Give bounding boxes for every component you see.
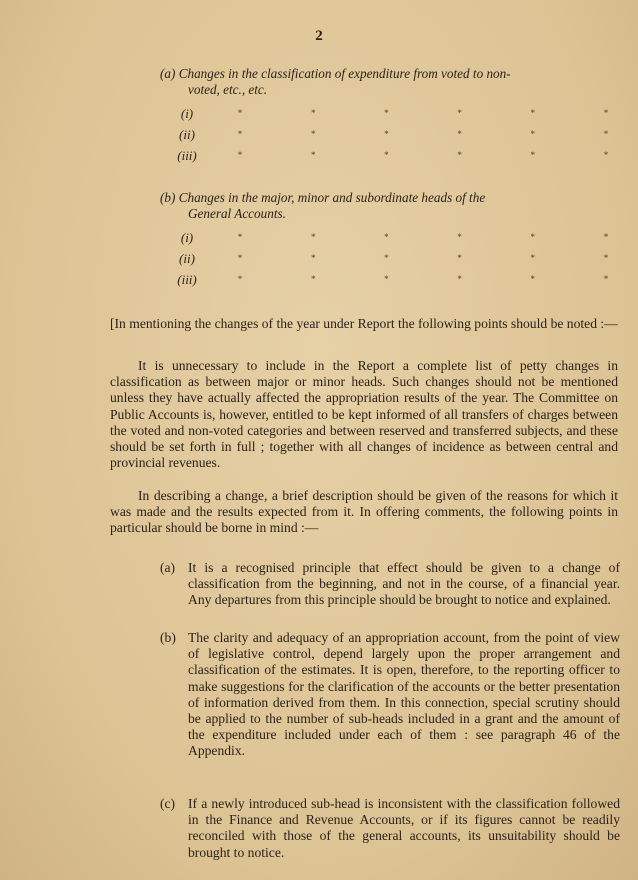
- point-b: [160, 630, 620, 760]
- row-label: (i): [180, 106, 194, 121]
- leader-dot: *: [603, 253, 609, 263]
- leader-dot: *: [310, 232, 316, 242]
- leader-dot: *: [384, 274, 389, 284]
- leader-dot: *: [384, 253, 389, 263]
- leader-dot: *: [310, 274, 316, 284]
- paragraph-describing-change: In describing a change, a brief description should be given of the reasons for which it was made and the results expected from it. In offering comments, the following points in particular should be borne in mind :—: [110, 488, 618, 536]
- row-dots: [236, 232, 610, 242]
- row-dots: [236, 253, 610, 263]
- leader-dot: *: [384, 232, 389, 242]
- leader-dot: *: [384, 150, 389, 160]
- row-label: (ii): [179, 127, 195, 142]
- section-a-label: (a): [160, 66, 176, 81]
- point-a: [160, 560, 620, 609]
- point-c: [160, 796, 620, 861]
- leader-dot: *: [457, 108, 462, 118]
- leader-dot: *: [457, 274, 462, 284]
- leader-dot: *: [237, 232, 243, 242]
- leader-dot: *: [530, 129, 535, 139]
- leader-dot: *: [530, 108, 535, 118]
- leader-dot: *: [603, 150, 609, 160]
- paragraph-petty-changes: It is unnecessary to include in the Report a complete list of petty changes in classification as between major or minor heads. Such changes should not be mentioned unless they have actually affected the appropriation results of the year. The Committee on Public Accounts is, however, entitled to be kept informed of all transfers of charges between the voted and non-voted categories and between reserved and transferred subjects, and these should be set forth in full ; together with all changes of incidence as between central and provincial revenues.: [110, 358, 618, 471]
- table-row: [170, 127, 610, 148]
- point-a-label: (a): [160, 560, 176, 575]
- row-label: (ii): [179, 251, 195, 266]
- leader-dot: *: [237, 129, 243, 139]
- leader-dot: *: [530, 232, 535, 242]
- leader-dot: *: [457, 253, 462, 263]
- leader-dot: *: [310, 253, 316, 263]
- leader-dot: *: [530, 253, 535, 263]
- row-label: (iii): [177, 148, 197, 163]
- section-b-label: (b): [160, 190, 176, 205]
- point-c-text: If a newly introduced sub-head is inconsistent with the classification followed in the Finance and Revenue Accounts, or if its figures cannot be readily reconciled with those of the general accounts, its unsuitability should be brought to notice.: [188, 796, 620, 860]
- row-dots: [236, 129, 610, 139]
- leader-dot: *: [237, 253, 243, 263]
- section-a-heading-line1: Changes in the classification of expenditure from voted to non-: [178, 66, 511, 81]
- leader-dot: *: [310, 150, 316, 160]
- leader-dot: *: [457, 232, 462, 242]
- row-dots: [236, 274, 610, 284]
- leader-dot: *: [457, 129, 462, 139]
- leader-dot: *: [237, 274, 243, 284]
- section-b-heading-line2: General Accounts.: [188, 206, 286, 221]
- leader-dot: *: [603, 232, 609, 242]
- table-row: [170, 148, 610, 169]
- point-b-label: (b): [160, 630, 176, 645]
- point-a-text: It is a recognised principle that effect should be given to a change of classification from the beginning, and not in the course, of a financial year. Any departures from this principle should be brought to notice and explained.: [188, 560, 620, 608]
- table-row: [170, 106, 610, 127]
- row-label: (iii): [177, 272, 197, 287]
- leader-dot: *: [603, 274, 609, 284]
- point-c-label: (c): [160, 796, 176, 811]
- leader-dot: *: [310, 108, 316, 118]
- leader-dot: *: [384, 108, 389, 118]
- section-a-rows: [170, 106, 610, 169]
- section-a-heading-line2: voted, etc., etc.: [188, 82, 268, 97]
- row-dots: [236, 108, 610, 118]
- table-row: [170, 230, 610, 251]
- leader-dot: *: [603, 129, 609, 139]
- section-b-heading-line1: Changes in the major, minor and subordinate heads of the: [178, 190, 486, 205]
- table-row: [170, 251, 610, 272]
- leader-dot: *: [237, 108, 243, 118]
- row-dots: [236, 150, 610, 160]
- section-b-rows: [170, 230, 610, 293]
- leader-dot: *: [237, 150, 243, 160]
- section-b-heading: [160, 190, 620, 222]
- page-number: 2: [315, 28, 323, 44]
- leader-dot: *: [310, 129, 316, 139]
- leader-dot: *: [603, 108, 609, 118]
- leader-dot: *: [530, 150, 535, 160]
- intro-paragraph: [In mentioning the changes of the year under Report the following points should be noted :—: [110, 316, 618, 331]
- row-label: (i): [180, 230, 194, 245]
- point-b-text: The clarity and adequacy of an appropriation account, from the point of view of legislative control, depend largely upon the proper arrangement and classification of the estimates. It is open, therefore, to the reporting officer to make suggestions for the clarification of the accounts or the better presentation of information derived from them. In this connection, special scrutiny should be applied to the number of sub-heads included in a grant and the amount of the expenditure included under each of them : see paragraph 46 of the Appendix.: [188, 630, 620, 759]
- section-a-heading: [160, 66, 620, 98]
- table-row: [170, 272, 610, 293]
- leader-dot: *: [384, 129, 389, 139]
- leader-dot: *: [530, 274, 535, 284]
- leader-dot: *: [457, 150, 462, 160]
